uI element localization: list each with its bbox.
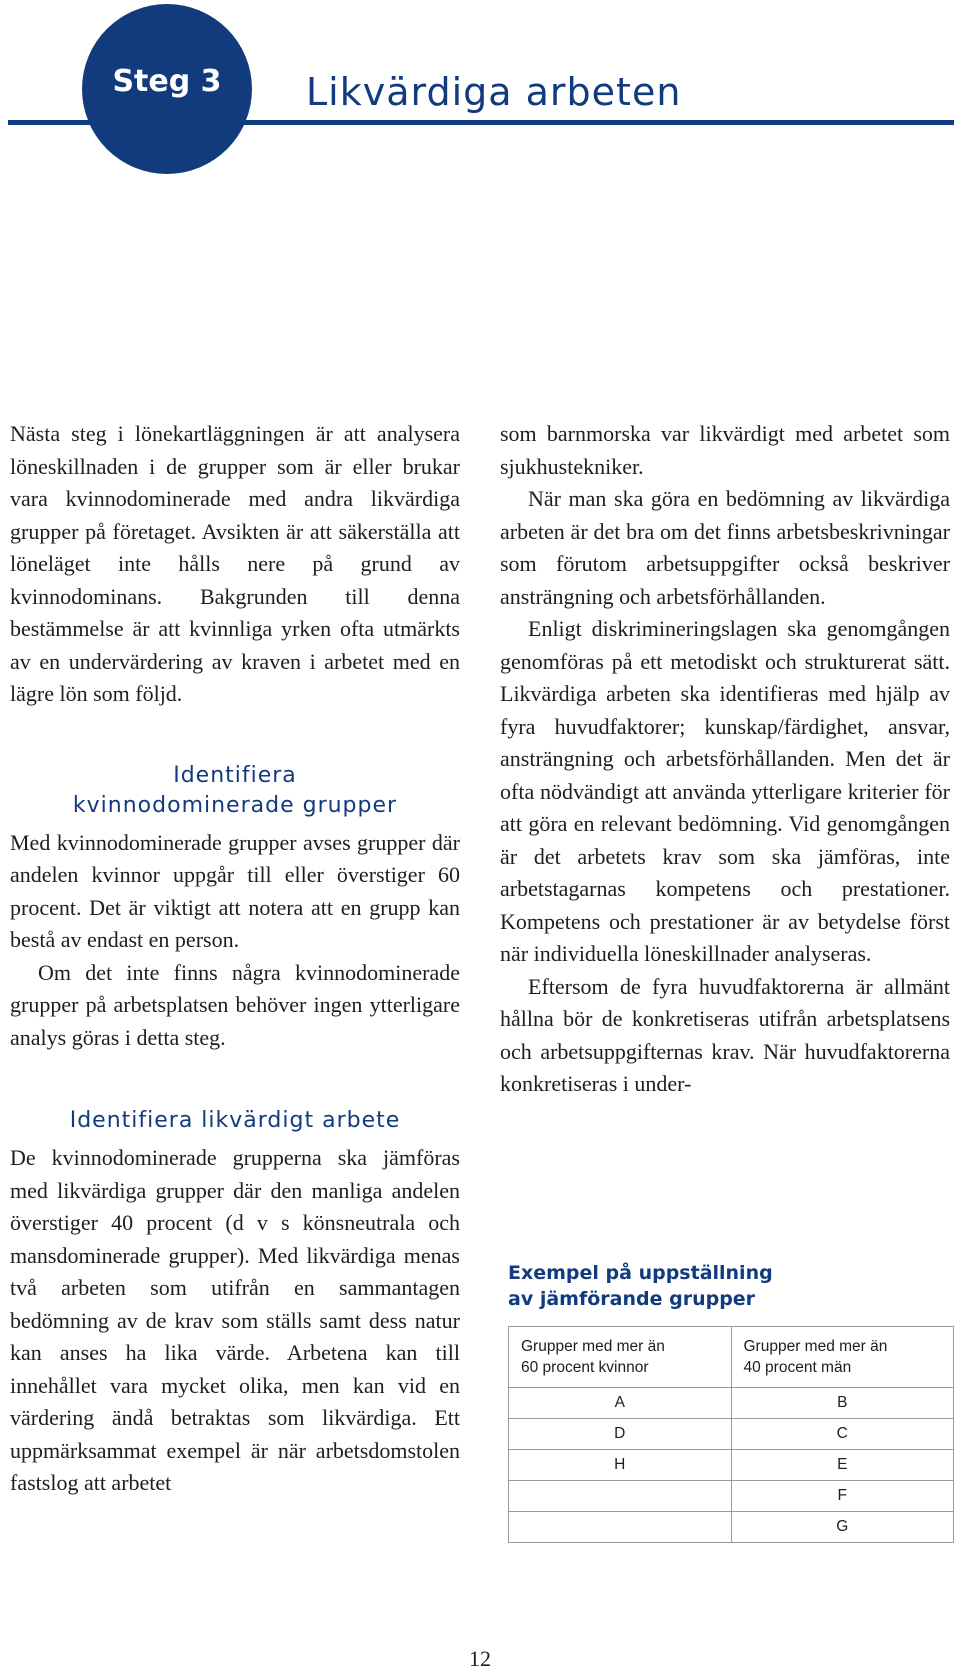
- heading-identify-equivalent-work: Identifiera likvärdigt arbete: [69, 1108, 401, 1133]
- table-row: [509, 1419, 954, 1450]
- header-line: 60 procent kvinnor: [521, 1359, 649, 1376]
- body-paragraph: De kvinnodominerade grupperna ska jämföras med likvärdiga grupper där den manliga andelen överstiger 40 procent (d v s könsneutrala och mansdominerade grupper). Med likvärdiga menas två arbeten som utifrån en sammantagen bedömning av de krav som ställs samt dess natur kan anses ha lika värde. Arbetena kan till innehållet vara mycket olika, men kan vid en värdering ändå betraktas som likvärdiga. Ett uppmärksammat exempel är när arbetsdomstolen fastslog att arbetet: [10, 1145, 460, 1495]
- table-cell: B: [731, 1388, 954, 1419]
- table-header-row: [509, 1327, 954, 1388]
- column-header-women: [509, 1327, 732, 1388]
- body-paragraph: Eftersom de fyra huvudfaktorerna är allmänt hållna bör de konkretiseras utifrån arbetsplatsens och arbetsuppgifternas krav. När huvudfaktorerna konkretiseras i under-: [500, 973, 950, 1096]
- table-row: [509, 1481, 954, 1512]
- example-title-line: Exempel på uppställning: [508, 1262, 773, 1284]
- page-number: 12: [469, 1646, 491, 1671]
- table-row: [509, 1450, 954, 1481]
- body-paragraph: Om det inte finns några kvinnodominerade grupper på arbetsplatsen behöver ingen ytterligare analys göras i detta steg.: [10, 959, 460, 1050]
- table-row: [509, 1388, 954, 1419]
- table-cell: G: [731, 1512, 954, 1543]
- intro-paragraph: Nästa steg i lönekartläggningen är att analysera löneskillnaden i de grupper som är eller brukar vara kvinnodominerade med andra likvärdiga grupper på företaget. Avsikten är att säkerställa att löneläget inte hålls nere på grund av kvinnodominans. Bakgrunden till denna bestämmelse är att kvinnliga yrken ofta utmärkts av en undervärdering av kraven i arbetet med en lägre lön som följd.: [10, 421, 460, 706]
- body-paragraph: Enligt diskrimineringslagen ska genomgången genomföras på ett metodiskt och strukturerat sätt. Likvärdiga arbeten ska identifieras med hjälp av fyra huvudfaktorer; kunskap/färdighet, ansvar, ansträngning och arbetsförhållanden. Men det är ofta nödvändigt att använda ytterligare kriterier för att göra en relevant bedömning. Vid genomgången är det arbetets krav som ska jämföras, inte arbetstagarnas kompetens och prestationer. Kompetens och prestationer är av betydelse först när individuella löneskillnader analyseras.: [500, 616, 950, 966]
- example-title-line: av jämförande grupper: [508, 1288, 756, 1310]
- left-column: [10, 418, 460, 1500]
- table-cell: E: [731, 1450, 954, 1481]
- table-cell: H: [509, 1450, 732, 1481]
- comparison-table: [508, 1326, 954, 1543]
- step-label: Steg 3: [112, 64, 222, 99]
- header-line: 40 procent män: [743, 1359, 852, 1376]
- right-column: [500, 418, 950, 1101]
- table-cell: D: [509, 1419, 732, 1450]
- body-paragraph: Med kvinnodominerade grupper avses grupper där andelen kvinnor uppgår till eller överstiger 60 procent. Det är viktigt att notera att en grupp kan bestå av endast en person.: [10, 829, 460, 952]
- header-line: Grupper med mer än: [743, 1338, 888, 1355]
- table-cell: [509, 1512, 732, 1543]
- header-line: Grupper med mer än: [521, 1338, 665, 1355]
- body-paragraph: som barnmorska var likvärdigt med arbetet som sjukhustekniker.: [500, 421, 950, 479]
- heading-line: kvinnodominerade grupper: [72, 792, 398, 818]
- table-row: [509, 1512, 954, 1543]
- heading-identify-female-dominated: [10, 761, 460, 821]
- page-title: Likvärdiga arbeten: [306, 70, 682, 114]
- column-header-men: [731, 1327, 954, 1388]
- table-cell: F: [731, 1481, 954, 1512]
- header-rule: [8, 120, 954, 125]
- example-title: [508, 1260, 928, 1312]
- table-cell: [509, 1481, 732, 1512]
- table-cell: A: [509, 1388, 732, 1419]
- table-cell: C: [731, 1419, 954, 1450]
- heading-line: Identifiera: [173, 762, 297, 788]
- body-paragraph: När man ska göra en bedömning av likvärdiga arbeten är det bra om det finns arbetsbeskrivningar som förutom arbetsuppgifter också beskriver ansträngning och arbetsförhållanden.: [500, 486, 950, 609]
